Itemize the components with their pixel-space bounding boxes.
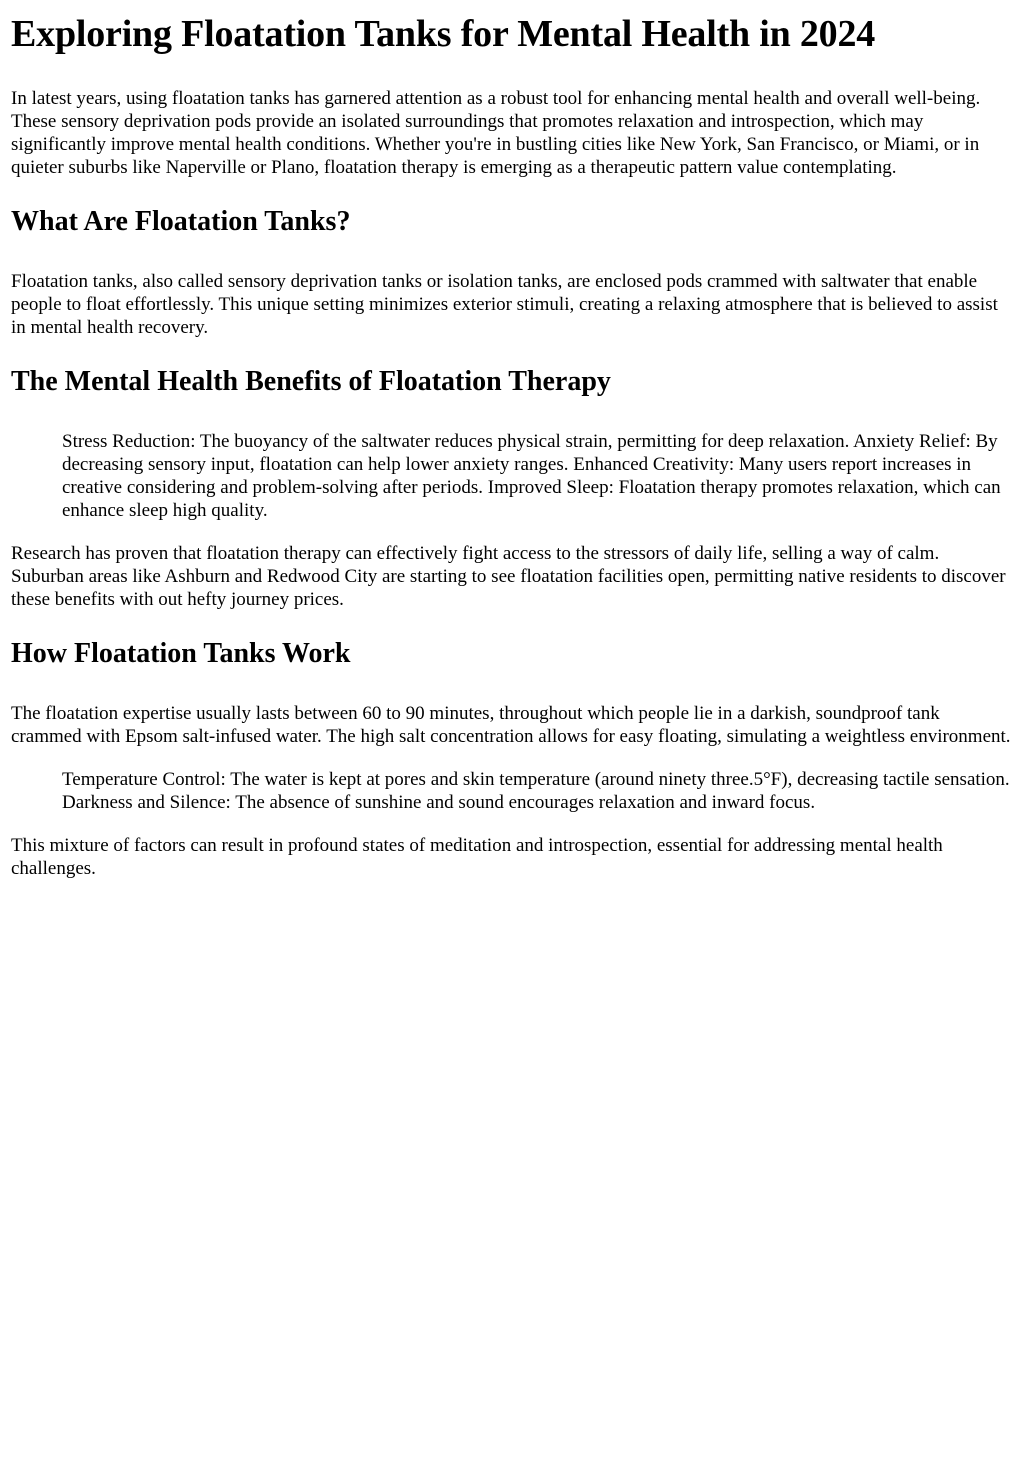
page-title: Exploring Floatation Tanks for Mental Health in 2024 xyxy=(11,13,876,55)
section-heading-benefits: The Mental Health Benefits of Floatation Therapy xyxy=(11,366,611,397)
what-are-paragraph: Floatation tanks, also called sensory deprivation tanks or isolation tanks, are enclosed pods crammed with saltwater that enable people to float effortlessly. This unique setting minimizes exterior stimuli, creating a relaxing atmosphere that is believed to assist in mental health recovery. xyxy=(11,271,998,338)
article xyxy=(0,12,1024,880)
section-heading-what-are: What Are Floatation Tanks? xyxy=(11,206,351,237)
intro-paragraph: In latest years, using floatation tanks has garnered attention as a robust tool for enhancing mental health and overall well-being. These sensory deprivation pods provide an isolated surroundings that promotes relaxation and introspection, which may significantly improve mental health conditions. Whether you're in bustling cities like New York, San Francisco, or Miami, or in quieter suburbs like Naperville or Plano, floatation therapy is emerging as a therapeutic pattern value contemplating. xyxy=(11,88,981,178)
benefits-paragraph: Research has proven that floatation therapy can effectively fight access to the stressors of daily life, selling a way of calm. Suburban areas like Ashburn and Redwood City are starting to see floatation facilities open, permitting native residents to discover these benefits with out hefty journey prices. xyxy=(11,543,1006,610)
how-work-quote: Temperature Control: The water is kept at pores and skin temperature (around ninety three.5°F), decreasing tactile sensation. Darkness and Silence: The absence of sunshine and sound encourages relaxation and inward focus. xyxy=(62,769,1010,813)
section-heading-how-work: How Floatation Tanks Work xyxy=(11,638,351,669)
how-work-paragraph: The floatation expertise usually lasts between 60 to 90 minutes, throughout which people lie in a darkish, soundproof tank crammed with Epsom salt-infused water. The high salt concentration allows for easy floating, simulating a weightless environment. xyxy=(11,703,1011,747)
closing-paragraph: This mixture of factors can result in profound states of meditation and introspection, essential for addressing mental health challenges. xyxy=(11,835,943,879)
benefits-quote: Stress Reduction: The buoyancy of the saltwater reduces physical strain, permitting for deep relaxation. Anxiety Relief: By decreasing sensory input, floatation can help lower anxiety ranges. Enhanced Creativity: Many users report increases in creative considering and problem-solving after periods. Improved Sleep: Floatation therapy promotes relaxation, which can enhance sleep high quality. xyxy=(62,431,1001,521)
